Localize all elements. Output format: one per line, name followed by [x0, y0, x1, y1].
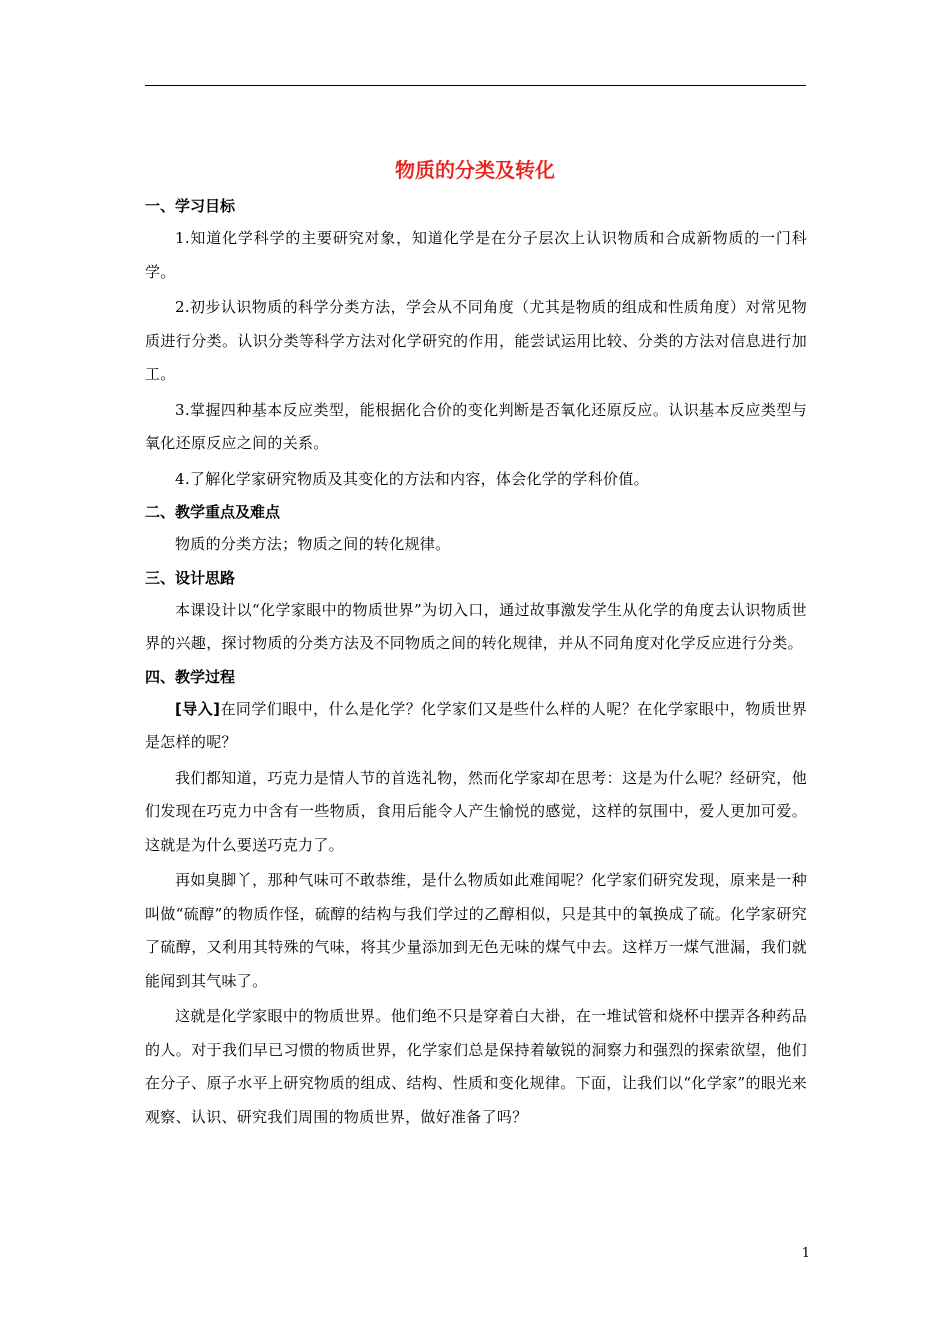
objective-paragraph: 2.初步认识物质的科学分类方法，学会从不同角度（尤其是物质的组成和性质角度）对常见物质进行分类。认识分类等科学方法对化学研究的作用，能尝试运用比较、分类的方法对信息进行加工。 [145, 298, 807, 383]
objective-paragraph: 1.知道化学科学的主要研究对象，知道化学是在分子层次上认识物质和合成新物质的一门科学。 [145, 229, 807, 281]
intro-paragraph [145, 693, 807, 760]
design-paragraph: 本课设计以“化学家眼中的物质世界”为切入口，通过故事激发学生从化学的角度去认识物质世界的兴趣，探讨物质的分类方法及不同物质之间的转化规律，并从不同角度对化学反应进行分类。 [145, 600, 807, 652]
section-heading-key-points: 二、教学重点及难点 [145, 503, 281, 521]
section-heading-objectives: 一、学习目标 [145, 197, 236, 215]
header-rule [145, 85, 806, 86]
key-points-paragraph: 物质的分类方法；物质之间的转化规律。 [175, 535, 451, 553]
document-body [145, 192, 807, 1136]
document-title: 物质的分类及转化 [395, 158, 555, 182]
objective-paragraph: 3.掌握四种基本反应类型，能根据化合价的变化判断是否氧化还原反应。认识基本反应类型与氧化还原反应之间的关系。 [145, 400, 807, 452]
page-number: 1 [801, 1246, 810, 1261]
intro-text: 在同学们眼中，什么是化学？化学家们又是些什么样的人呢？在化学家眼中，物质世界是怎样的呢？ [145, 699, 807, 751]
process-paragraph: 我们都知道，巧克力是情人节的首选礼物，然而化学家却在思考：这是为什么呢？经研究，他们发现在巧克力中含有一些物质，食用后能令人产生愉悦的感觉，这样的氛围中，爱人更加可爱。这就是为什么要送巧克力了。 [145, 768, 807, 854]
intro-tag: [导入] [175, 699, 221, 718]
section-heading-process: 四、教学过程 [145, 667, 236, 686]
process-paragraph: 再如臭脚丫，那种气味可不敢恭维，是什么物质如此难闻呢？化学家们研究发现，原来是一种叫做“硫醇”的物质作怪，硫醇的结构与我们学过的乙醇相似，只是其中的氧换成了硫。化学家研究了硫醇，又利用其特殊的气味，将其少量添加到无色无味的煤气中去。这样万一煤气泄漏，我们就能闻到其气味了。 [145, 871, 807, 990]
section-heading-design: 三、设计思路 [145, 568, 236, 587]
process-paragraph: 这就是化学家眼中的物质世界。他们绝不只是穿着白大褂，在一堆试管和烧杯中摆弄各种药品的人。对于我们早已习惯的物质世界，化学家们总是保持着敏锐的洞察力和强烈的探索欲望，他们在分子、原子水平上研究物质的组成、结构、性质和变化规律。下面，让我们以“化学家”的眼光来观察、认识、研究我们周围的物质世界，做好准备了吗？ [145, 1007, 807, 1126]
objective-paragraph: 4.了解化学家研究物质及其变化的方法和内容，体会化学的学科价值。 [175, 469, 649, 488]
